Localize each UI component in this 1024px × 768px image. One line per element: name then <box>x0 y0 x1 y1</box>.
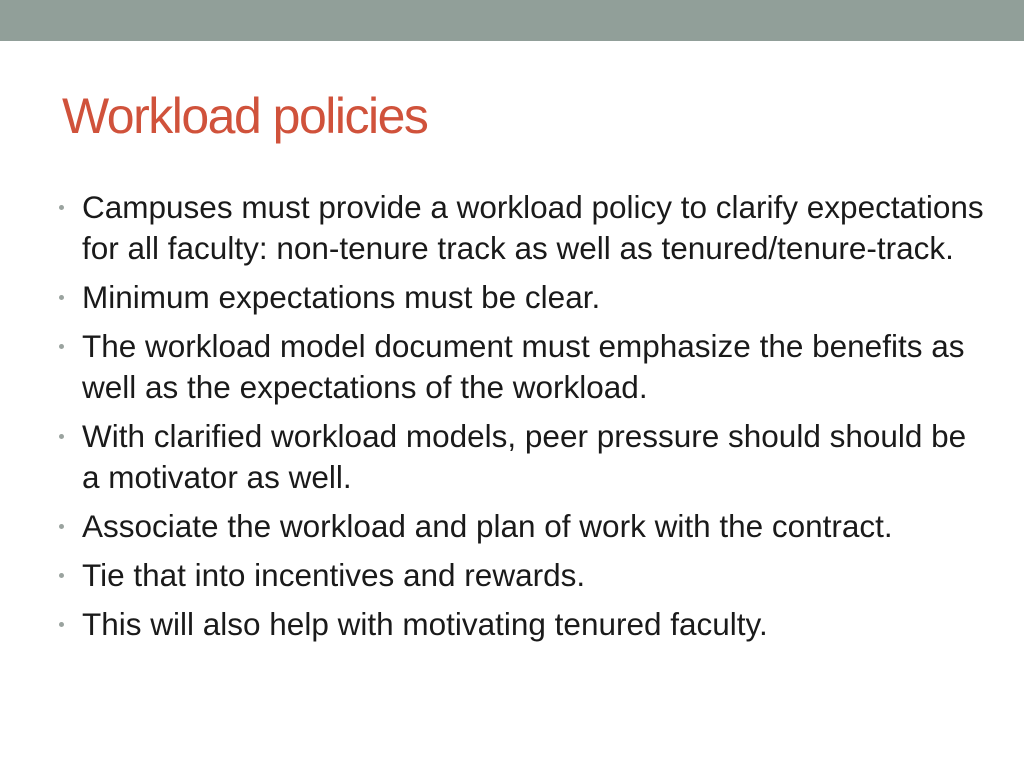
top-accent-bar <box>0 0 1024 41</box>
bullet-item <box>58 326 988 408</box>
bullet-dot-icon <box>59 573 64 578</box>
bullet-dot-icon <box>59 524 64 529</box>
slide-title: Workload policies <box>62 88 428 144</box>
bullet-dot-icon <box>59 295 64 300</box>
bullet-text: Campuses must provide a workload policy to clarify expectations for all faculty: non-tenure track as well as tenured/tenure-track. <box>82 189 984 266</box>
bullet-dot-icon <box>59 434 64 439</box>
bullet-text: With clarified workload models, peer pressure should should be a motivator as well. <box>82 418 967 495</box>
bullet-item <box>58 187 988 269</box>
bullet-dot-icon <box>59 205 64 210</box>
bullet-text: Tie that into incentives and rewards. <box>82 557 586 593</box>
bullet-item <box>58 555 988 596</box>
bullet-dot-icon <box>59 344 64 349</box>
bullet-text: This will also help with motivating tenured faculty. <box>82 606 768 642</box>
bullet-item <box>58 416 988 498</box>
bullet-list <box>58 187 988 653</box>
bullet-item <box>58 506 988 547</box>
bullet-item <box>58 604 988 645</box>
bullet-text: The workload model document must emphasize the benefits as well as the expectations of the workload. <box>82 328 965 405</box>
bullet-text: Associate the workload and plan of work with the contract. <box>82 508 893 544</box>
bullet-dot-icon <box>59 622 64 627</box>
bullet-item <box>58 277 988 318</box>
bullet-text: Minimum expectations must be clear. <box>82 279 601 315</box>
